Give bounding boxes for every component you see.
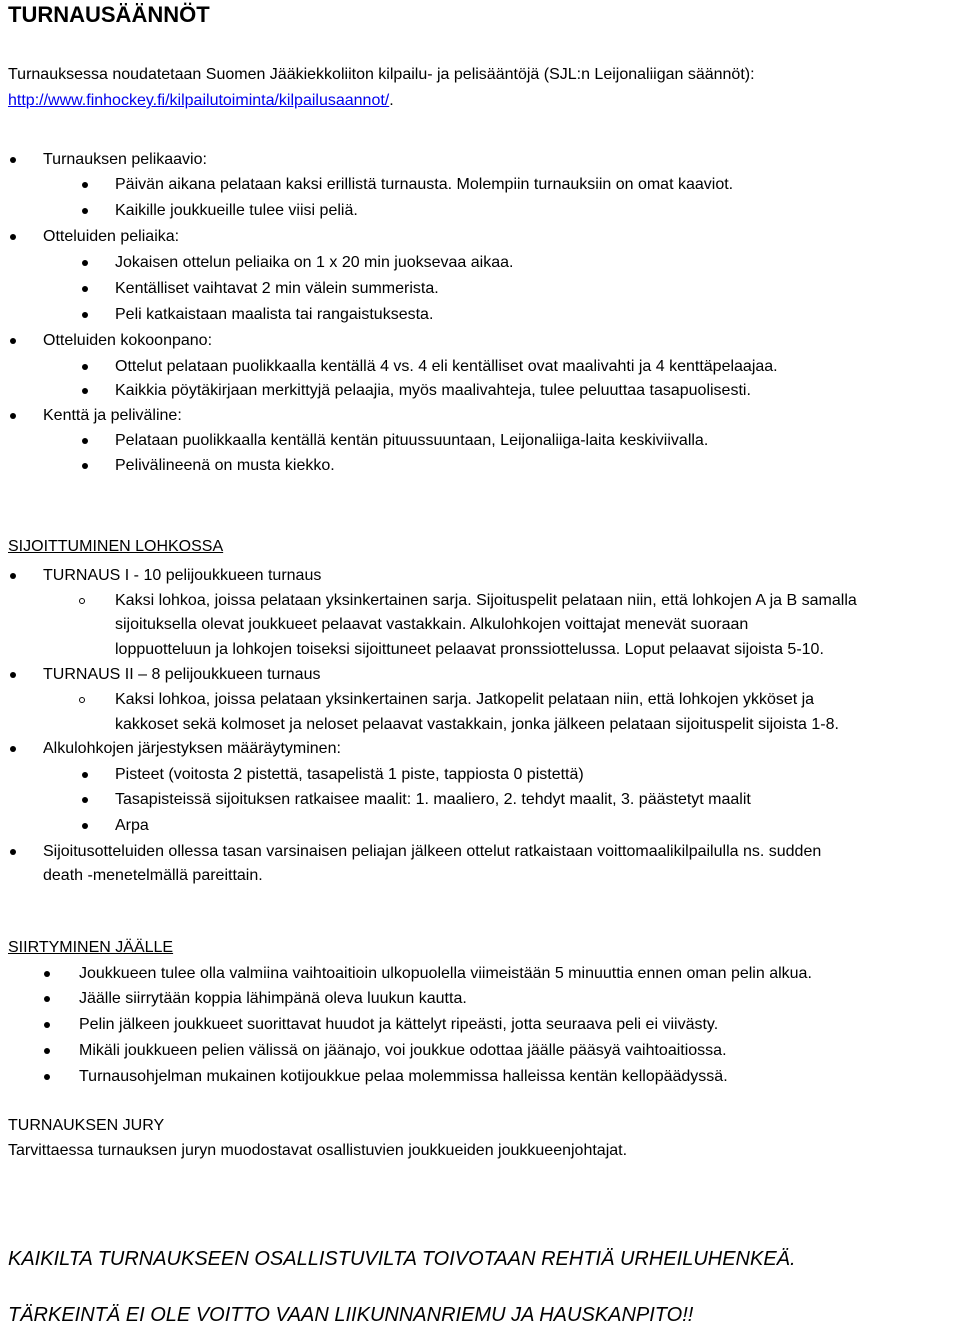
bullet-icon [44, 996, 50, 1002]
bullet-icon [10, 338, 16, 344]
bullet-icon [82, 260, 88, 266]
rules-link[interactable]: http://www.finhockey.fi/kilpailutoiminta/kilpailusaannot/ [8, 92, 390, 109]
bullet-icon [44, 1022, 50, 1028]
bullet-icon [44, 971, 50, 977]
bullet-icon [10, 849, 16, 855]
bullet-icon [10, 234, 16, 240]
bullet-icon [44, 1048, 50, 1054]
bullet-icon [82, 463, 88, 469]
bullet-icon [10, 672, 16, 678]
bullet-icon [82, 208, 88, 214]
bullet-icon [82, 772, 88, 778]
bullet-icon [10, 573, 16, 579]
bullet-icon [82, 438, 88, 444]
bullet-icon [82, 388, 88, 394]
bullet-icon [82, 312, 88, 318]
circle-bullet-icon [79, 697, 85, 703]
circle-bullet-icon [79, 598, 85, 604]
bullet-icon [82, 823, 88, 829]
bullet-icon [10, 746, 16, 752]
bullet-icon [10, 157, 16, 163]
bullet-icon [82, 182, 88, 188]
bullet-icon [82, 286, 88, 292]
bullet-icon [10, 413, 16, 419]
bullet-icon [82, 364, 88, 370]
bullet-icon [44, 1074, 50, 1080]
bullet-icon [82, 797, 88, 803]
